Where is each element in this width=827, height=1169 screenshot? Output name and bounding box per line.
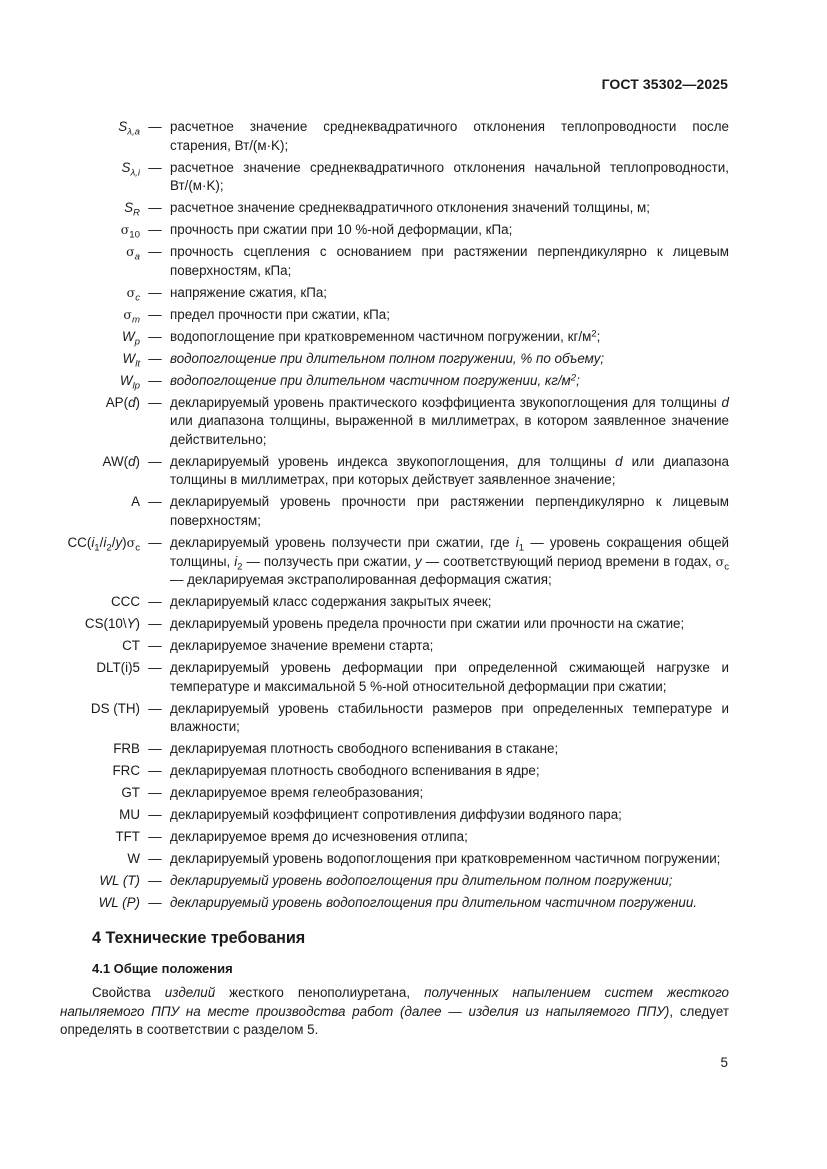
definition-symbol: $\sigma_c$ <box>126 284 140 304</box>
page-number: 5 <box>720 1055 728 1070</box>
definition-row: DLT(i)5 — декларируемый уровень деформации при определенной сжимающей нагрузке и температуре и максимальной 5 %-ной относительной деформации при сжатии; <box>60 659 729 696</box>
definition-symbol: AP(d) <box>105 394 140 410</box>
definition-row: TFT — декларируемое время до исчезновения отлипа; <box>60 828 729 847</box>
definition-symbol: W <box>127 851 140 867</box>
definition-row: WL (P) — декларируемый уровень водопоглощения при длительном частичном погружении. <box>60 894 729 913</box>
definition-row: CCC — декларируемый класс содержания закрытых ячеек; <box>60 593 729 612</box>
definition-row: CS(10\Y) — декларируемый уровень предела прочности при сжатии или прочности на сжатие; <box>60 615 729 634</box>
definition-row: $W_p$ — водопоглощение при кратковременном частичном погружении, $кг/м^2$; <box>60 328 729 347</box>
definition-symbol: CT <box>122 638 140 654</box>
definition-text: водопоглощение при длительном частичном погружении, $кг/м^2$; <box>170 372 580 388</box>
definition-symbol: AW(d) <box>102 453 140 469</box>
definition-text: декларируемый класс содержания закрытых ячеек; <box>170 594 492 610</box>
definition-row: GT — декларируемое время гелеобразования; <box>60 784 729 803</box>
definition-symbol: $\sigma_m$ <box>123 306 140 326</box>
definition-symbol: WL (P) <box>98 895 140 911</box>
definition-row: MU — декларируемый коэффициент сопротивления диффузии водяного пара; <box>60 806 729 825</box>
definition-symbol: $W_{lp}$ <box>119 372 140 392</box>
document-designation: ГОСТ 35302—2025 <box>601 76 728 92</box>
definition-text: декларируемое значение времени старта; <box>170 638 434 654</box>
definition-symbol: MU <box>119 807 140 823</box>
definition-symbol: $CC(i_1/i_2/y)\sigma_c$ <box>67 534 140 554</box>
section-heading: 4 Технические требования <box>92 929 306 947</box>
definition-row: $S_R$ — расчетное значение среднеквадратичного отклонения значений толщины, м; <box>60 199 729 218</box>
definition-row: AW(d) — декларируемый уровень индекса звукопоглощения, для толщины d или диапазона толщины в миллиметрах, при которых действует заявленное значение; <box>60 453 729 490</box>
definition-row: $S_{\lambda,a}$ — расчетное значение среднеквадратичного отклонения теплопроводности после старения, Вт/(м·K); <box>60 118 729 155</box>
definition-symbol: $\sigma_{10}$ <box>120 222 140 241</box>
definition-symbol: A <box>131 494 140 510</box>
definition-row: DS (TH) — декларируемый уровень стабильности размеров при определенных температуре и влажности; <box>60 700 729 737</box>
definition-text: декларируемый уровень водопоглощения при длительном частичном погружении. <box>170 895 697 911</box>
definition-text: декларируемая плотность свободного вспенивания в ядре; <box>170 763 540 779</box>
definition-text: расчетное значение среднеквадратичного отклонения значений толщины, м; <box>170 200 650 216</box>
definition-text: прочность при сжатии при 10 %-ной деформации, кПа; <box>170 222 513 238</box>
definition-symbol: DS (TH) <box>90 700 140 716</box>
subsection-heading: 4.1 Общие положения <box>92 961 233 976</box>
definition-text: декларируемый коэффициент сопротивления диффузии водяного пара; <box>170 807 622 823</box>
definition-symbol: $S_{\lambda,i}$ <box>121 159 140 178</box>
definition-text: декларируемый уровень деформации при определенной сжимающей нагрузке и температуре и максимальной 5 %-ной относительной деформации при сжатии; <box>170 660 729 694</box>
definition-text: предел прочности при сжатии, кПа; <box>170 306 390 322</box>
definition-row: $\sigma_a$ — прочность сцепления с основанием при растяжении перпендикулярно к лицевым поверхностям, кПа; <box>60 243 729 280</box>
definition-text: декларируемый уровень водопоглощения при кратковременном частичном погружении; <box>170 851 721 867</box>
definition-symbol: $W_{lt}$ <box>122 350 140 370</box>
definition-text: декларируемый уровень стабильности размеров при определенных температуре и влажности; <box>170 700 729 735</box>
definition-text: напряжение сжатия, кПа; <box>170 284 327 300</box>
definition-symbol: GT <box>121 785 140 801</box>
definition-row: CT — декларируемое значение времени старта; <box>60 637 729 656</box>
definition-text: водопоглощение при длительном полном погружении, % по объему; <box>170 350 605 366</box>
definition-row: W — декларируемый уровень водопоглощения при кратковременном частичном погружении; <box>60 850 729 869</box>
definition-row: $\sigma_c$ — напряжение сжатия, кПа; <box>60 284 729 303</box>
definition-text: декларируемый уровень практического коэффициента звукопоглощения для толщины d или диапазона толщины, выраженной в миллиметрах, в котором заявленное значение действительно; <box>170 394 729 447</box>
definition-row: FRB — декларируемая плотность свободного вспенивания в стакане; <box>60 740 729 759</box>
definition-text: декларируемое время до исчезновения отлипа; <box>170 829 468 845</box>
definition-text: декларируемое время гелеобразования; <box>170 785 424 801</box>
definition-symbol: $\sigma_a$ <box>126 244 140 263</box>
definition-symbol: CCC <box>110 594 140 610</box>
definition-symbol: $S_{\lambda,a}$ <box>118 119 140 138</box>
definition-row: $W_{lt}$ — водопоглощение при длительном полном погружении, % по объему; <box>60 350 729 369</box>
definition-text: расчетное значение среднеквадратичного отклонения начальной теплопроводности, Вт/(м·K); <box>170 159 729 194</box>
definition-symbol: DLT(i)5 <box>96 660 140 676</box>
definition-text: декларируемый уровень ползучести при сжатии, где $i_1$ — уровень сокращения общей толщины, $i_2$ — ползучесть при сжатии, y — соответствующий период времени в годах, $\sigma_c$ — декларируемая экстраполированная деформация сжатия; <box>170 534 729 588</box>
definition-text: прочность сцепления с основанием при растяжении перпендикулярно к лицевым поверхностям, кПа; <box>170 244 729 278</box>
definition-text: декларируемый уровень предела прочности при сжатии или прочности на сжатие; <box>170 616 685 632</box>
symbol-definitions-list <box>60 118 729 916</box>
definition-symbol: $S_R$ <box>124 200 140 219</box>
definition-row: $CC(i_1/i_2/y)\sigma_c$ — декларируемый уровень ползучести при сжатии, где $i_1$ — уровень сокращения общей толщины, $i_2$ — ползучесть при сжатии, y — соответствующий период времени в годах, $\sigma_c$ — декларируемая экстраполированная деформация сжатия; <box>60 534 729 590</box>
definition-row: $\sigma_m$ — предел прочности при сжатии, кПа; <box>60 306 729 325</box>
definition-symbol: WL (T) <box>99 873 140 889</box>
definition-text: декларируемая плотность свободного вспенивания в стакане; <box>170 741 559 757</box>
definition-text: водопоглощение при кратковременном частичном погружении, $кг/м^2$; <box>170 328 601 344</box>
definition-symbol: FRC <box>112 763 140 779</box>
definition-row: $S_{\lambda,i}$ — расчетное значение среднеквадратичного отклонения начальной теплопроводности, Вт/(м·K); <box>60 159 729 196</box>
definition-row: A — декларируемый уровень прочности при растяжении перпендикулярно к лицевым поверхностям; <box>60 493 729 530</box>
definition-symbol: CS(10\Y) <box>84 616 140 632</box>
definition-row: AP(d) — декларируемый уровень практического коэффициента звукопоглощения для толщины d или диапазона толщины, выраженной в миллиметрах, в котором заявленное значение действительно; <box>60 394 729 450</box>
definition-symbol: TFT <box>115 829 140 845</box>
definition-text: декларируемый уровень индекса звукопоглощения, для толщины d или диапазона толщины в миллиметрах, при которых действует заявленное значение; <box>170 453 729 488</box>
definition-row: WL (T) — декларируемый уровень водопоглощения при длительном полном погружении; <box>60 872 729 891</box>
definition-text: декларируемый уровень прочности при растяжении перпендикулярно к лицевым поверхностям; <box>170 494 729 528</box>
body-paragraph: Свойства изделий жесткого пенополиуретана, полученных напылением систем жесткого напыляемого ППУ на месте производства работ (далее — изделия из напыляемого ППУ), следует определять в соответствии с разделом 5. <box>60 985 729 1038</box>
definition-row: FRC — декларируемая плотность свободного вспенивания в ядре; <box>60 762 729 781</box>
definition-symbol: $W_p$ <box>122 328 140 348</box>
definition-row: $W_{lp}$ — водопоглощение при длительном частичном погружении, $кг/м^2$; <box>60 372 729 391</box>
definition-row: $\sigma_{10}$ — прочность при сжатии при 10 %-ной деформации, кПа; <box>60 221 729 240</box>
definition-text: расчетное значение среднеквадратичного отклонения теплопроводности после старения, Вт/(м·K); <box>170 119 729 153</box>
definition-text: декларируемый уровень водопоглощения при длительном полном погружении; <box>170 873 673 889</box>
definition-symbol: FRB <box>113 741 140 757</box>
